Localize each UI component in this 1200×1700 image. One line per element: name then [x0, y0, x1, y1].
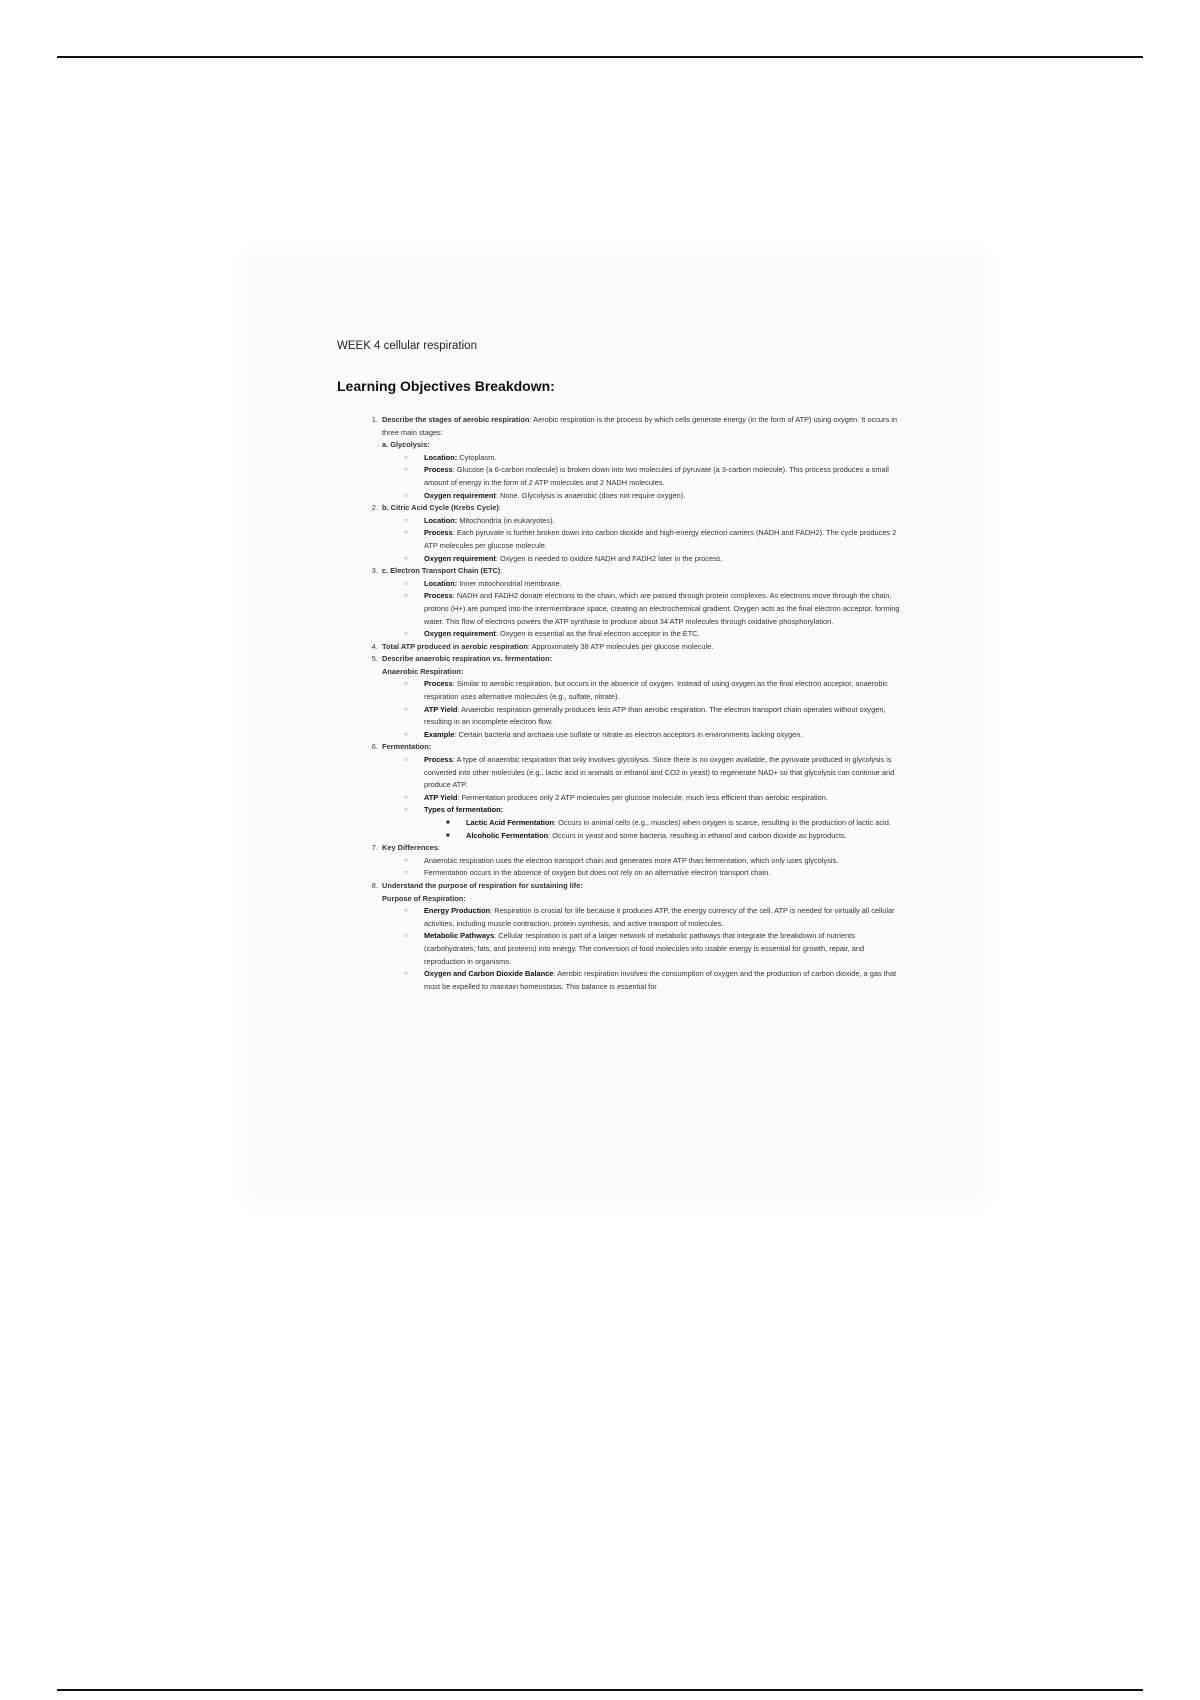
objective-item — [380, 842, 902, 880]
objective-text: : Aerobic respiration is the process by which cells generate energy (in the form of ATP) using oxygen. It occurs in three main stages: — [382, 415, 897, 437]
bullet-text: : Aerobic respiration involves the consumption of oxygen and the production of carbon dioxide, a gas that must be expelled to maintain homeostasis. This balance is essential for — [424, 969, 897, 991]
objective-text: : — [498, 503, 501, 513]
bullet-label: Location: — [424, 578, 458, 588]
bullet-item — [404, 729, 902, 742]
bullet-item — [404, 490, 902, 503]
bullet-item — [404, 590, 902, 628]
bullet-item — [404, 905, 902, 930]
bullet-label: Types of fermentation: — [424, 805, 504, 815]
objective-text: : Approximately 38 ATP molecules per glucose molecule. — [527, 641, 714, 651]
sublead-text: Anaerobic Respiration: — [382, 666, 464, 676]
bullet-item — [404, 628, 902, 641]
bullet-label: Oxygen requirement — [424, 553, 496, 563]
objective-text: : — [437, 843, 440, 853]
bullet-text: : NADH and FADH2 donate electrons to the chain, which are passed through protein complexes. As electrons move through the chain, protons (H+) are pumped into the intermembrane space, creating an electrochemical gradient. Oxygen acts as the final electron acceptor, forming water. This flow of electrons powers the ATP synthase to produce about 34 ATP molecules through oxidative phosphorylation. — [424, 591, 900, 626]
sub-bullet-item — [446, 830, 902, 843]
bullet-list — [382, 905, 902, 993]
bullet-label: ATP Yield — [424, 792, 458, 802]
bullet-label: Oxygen requirement — [424, 629, 496, 639]
bullet-text: : Oxygen is essential as the final electron acceptor in the ETC. — [495, 629, 700, 639]
bullet-list — [382, 578, 902, 641]
objective-sublead — [382, 893, 902, 906]
bullet-label: Process — [424, 679, 453, 689]
bullet-text: Fermentation occurs in the absence of oxygen but does not rely on an alternative electron transport chain. — [424, 868, 771, 878]
objective-lead: Describe the stages of aerobic respiration — [382, 415, 530, 424]
objective-lead: Describe anaerobic respiration vs. fermentation: — [382, 654, 553, 664]
bullet-item — [404, 527, 902, 552]
bullet-item — [404, 792, 902, 805]
bullet-item — [404, 578, 902, 591]
bullet-item — [404, 553, 902, 566]
bullet-list — [382, 855, 902, 880]
sub-bullet-list — [424, 817, 902, 842]
objectives-list — [337, 414, 902, 993]
week-title: WEEK 4 cellular respiration — [337, 340, 477, 352]
objective-text: : — [500, 566, 503, 576]
bullet-text: : None. Glycolysis is anaerobic (does not require oxygen). — [495, 490, 686, 500]
bullet-label: Oxygen and Carbon Dioxide Balance — [424, 969, 554, 979]
objective-item — [380, 741, 902, 842]
bullet-item — [404, 452, 902, 465]
bullet-item — [404, 804, 902, 842]
bottom-rule — [57, 1689, 1143, 1691]
bullet-label: Lactic Acid Fermentation — [466, 818, 555, 827]
bullet-item — [404, 515, 902, 528]
sub-bullet-item — [446, 817, 902, 830]
objective-lead: Key Differences — [382, 843, 438, 853]
bullet-text: : Anaerobic respiration generally produces less ATP than aerobic respiration. The electron transport chain operates without oxygen, resulting in an incomplete electron flow. — [424, 704, 886, 727]
bullet-list — [382, 678, 902, 741]
bullet-text: : A type of anaerobic respiration that only involves glycolysis. Since there is no oxygen available, the pyruvate produced in glycolysis is converted into other molecules (e.g., lactic acid in animals or ethanol and CO2 in yeast) to regenerate NAD+ so that glycolysis can continue and produce ATP. — [424, 755, 895, 790]
bullet-label: Location: — [424, 452, 458, 462]
bullet-item — [404, 867, 902, 880]
objective-item — [380, 502, 902, 565]
objective-item — [380, 414, 902, 502]
bullet-item — [404, 464, 902, 489]
bullet-item — [404, 855, 902, 868]
bullet-text: : Occurs in yeast and some bacteria, resulting in ethanol and carbon dioxide as byproducts. — [548, 830, 847, 840]
bullet-label: Process — [424, 755, 453, 765]
sublead-text: a. Glycolysis — [382, 440, 428, 450]
bullet-text: : Cellular respiration is part of a larger network of metabolic pathways that integrate the breakdown of nutrients (carbohydrates, fats, and proteins) into energy. The conversion of food molecules into usable energy is essential for growth, repair, and reproduction in organisms. — [424, 931, 865, 966]
bullet-item — [404, 678, 902, 703]
bullet-text: : Fermentation produces only 2 ATP molecules per glucose molecule, much less efficient than aerobic respiration. — [457, 792, 828, 802]
bullet-text: Cytoplasm. — [457, 452, 497, 462]
learning-objectives-heading: Learning Objectives Breakdown: — [337, 378, 555, 394]
objective-item — [380, 653, 902, 741]
bullet-label: ATP Yield — [424, 704, 458, 714]
bullet-list — [382, 452, 902, 502]
bullet-list — [382, 754, 902, 842]
sublead-suffix: : — [427, 440, 430, 450]
objective-lead: Understand the purpose of respiration for sustaining life: — [382, 880, 583, 890]
objective-item — [380, 880, 902, 993]
bullet-item — [404, 754, 902, 792]
bullet-text: : Respiration is crucial for life because it produces ATP, the energy currency of the cell. ATP is needed for virtually all cellular activities, including muscle contraction, protein synthesis, and active transport of molecules. — [424, 906, 895, 928]
objective-item — [380, 641, 902, 654]
bullet-text: : Each pyruvate is further broken down into carbon dioxide and high-energy electron carriers (NADH and FADH2). The cycle produces 2 ATP molecules per glucose molecule. — [424, 528, 897, 550]
bullet-label: Process — [424, 528, 453, 538]
document-content — [337, 340, 902, 993]
bullet-item — [404, 968, 902, 993]
bullet-text: : Oxygen is needed to oxidize NADH and FADH2 later in the process. — [495, 553, 723, 563]
top-rule — [57, 56, 1143, 58]
objective-lead: b. Citric Acid Cycle (Krebs Cycle) — [382, 503, 499, 513]
bullet-item — [404, 704, 902, 729]
bullet-text: Mitochondria (in eukaryotes). — [457, 515, 555, 525]
bullet-label: Metabolic Pathways — [424, 931, 495, 941]
bullet-text: Anaerobic respiration uses the electron transport chain and generates more ATP than fermentation, which only uses glycolysis. — [424, 855, 839, 865]
bullet-label: Alcoholic Fermentation — [466, 830, 549, 840]
bullet-label: Location: — [424, 515, 458, 525]
bullet-item — [404, 930, 902, 968]
bullet-list — [382, 515, 902, 565]
objective-lead: Total ATP produced in aerobic respiration — [382, 641, 528, 651]
bullet-label: Energy Production — [424, 906, 491, 916]
objective-lead: Fermentation: — [382, 742, 432, 752]
bullet-text: Inner mitochondrial membrane. — [457, 578, 562, 588]
objective-sublead — [382, 439, 902, 452]
objective-item — [380, 565, 902, 641]
bullet-label: Example — [424, 729, 455, 739]
bullet-label: Process — [424, 465, 453, 475]
bullet-text: : Occurs in animal cells (e.g., muscles) when oxygen is scarce, resulting in the production of lactic acid. — [554, 818, 891, 827]
bullet-text: : Similar to aerobic respiration, but occurs in the absence of oxygen. Instead of using oxygen as the final electron acceptor, anaerobic respiration uses alternative molecules (e.g., sulfate, nitrate). — [424, 679, 888, 702]
bullet-text: : Certain bacteria and archaea use sulfate or nitrate as electron acceptors in environments lacking oxygen. — [454, 729, 803, 739]
bullet-label: Process — [424, 591, 453, 601]
objective-sublead — [382, 666, 902, 679]
objective-lead: c. Electron Transport Chain (ETC) — [382, 566, 501, 576]
bullet-label: Oxygen requirement — [424, 490, 496, 500]
sublead-text: Purpose of Respiration: — [382, 893, 466, 903]
bullet-text: : Glucose (a 6-carbon molecule) is broken down into two molecules of pyruvate (a 3-carbon molecule). This process produces a small amount of energy in the form of 2 ATP molecules and 2 NADH molecules. — [424, 465, 889, 487]
